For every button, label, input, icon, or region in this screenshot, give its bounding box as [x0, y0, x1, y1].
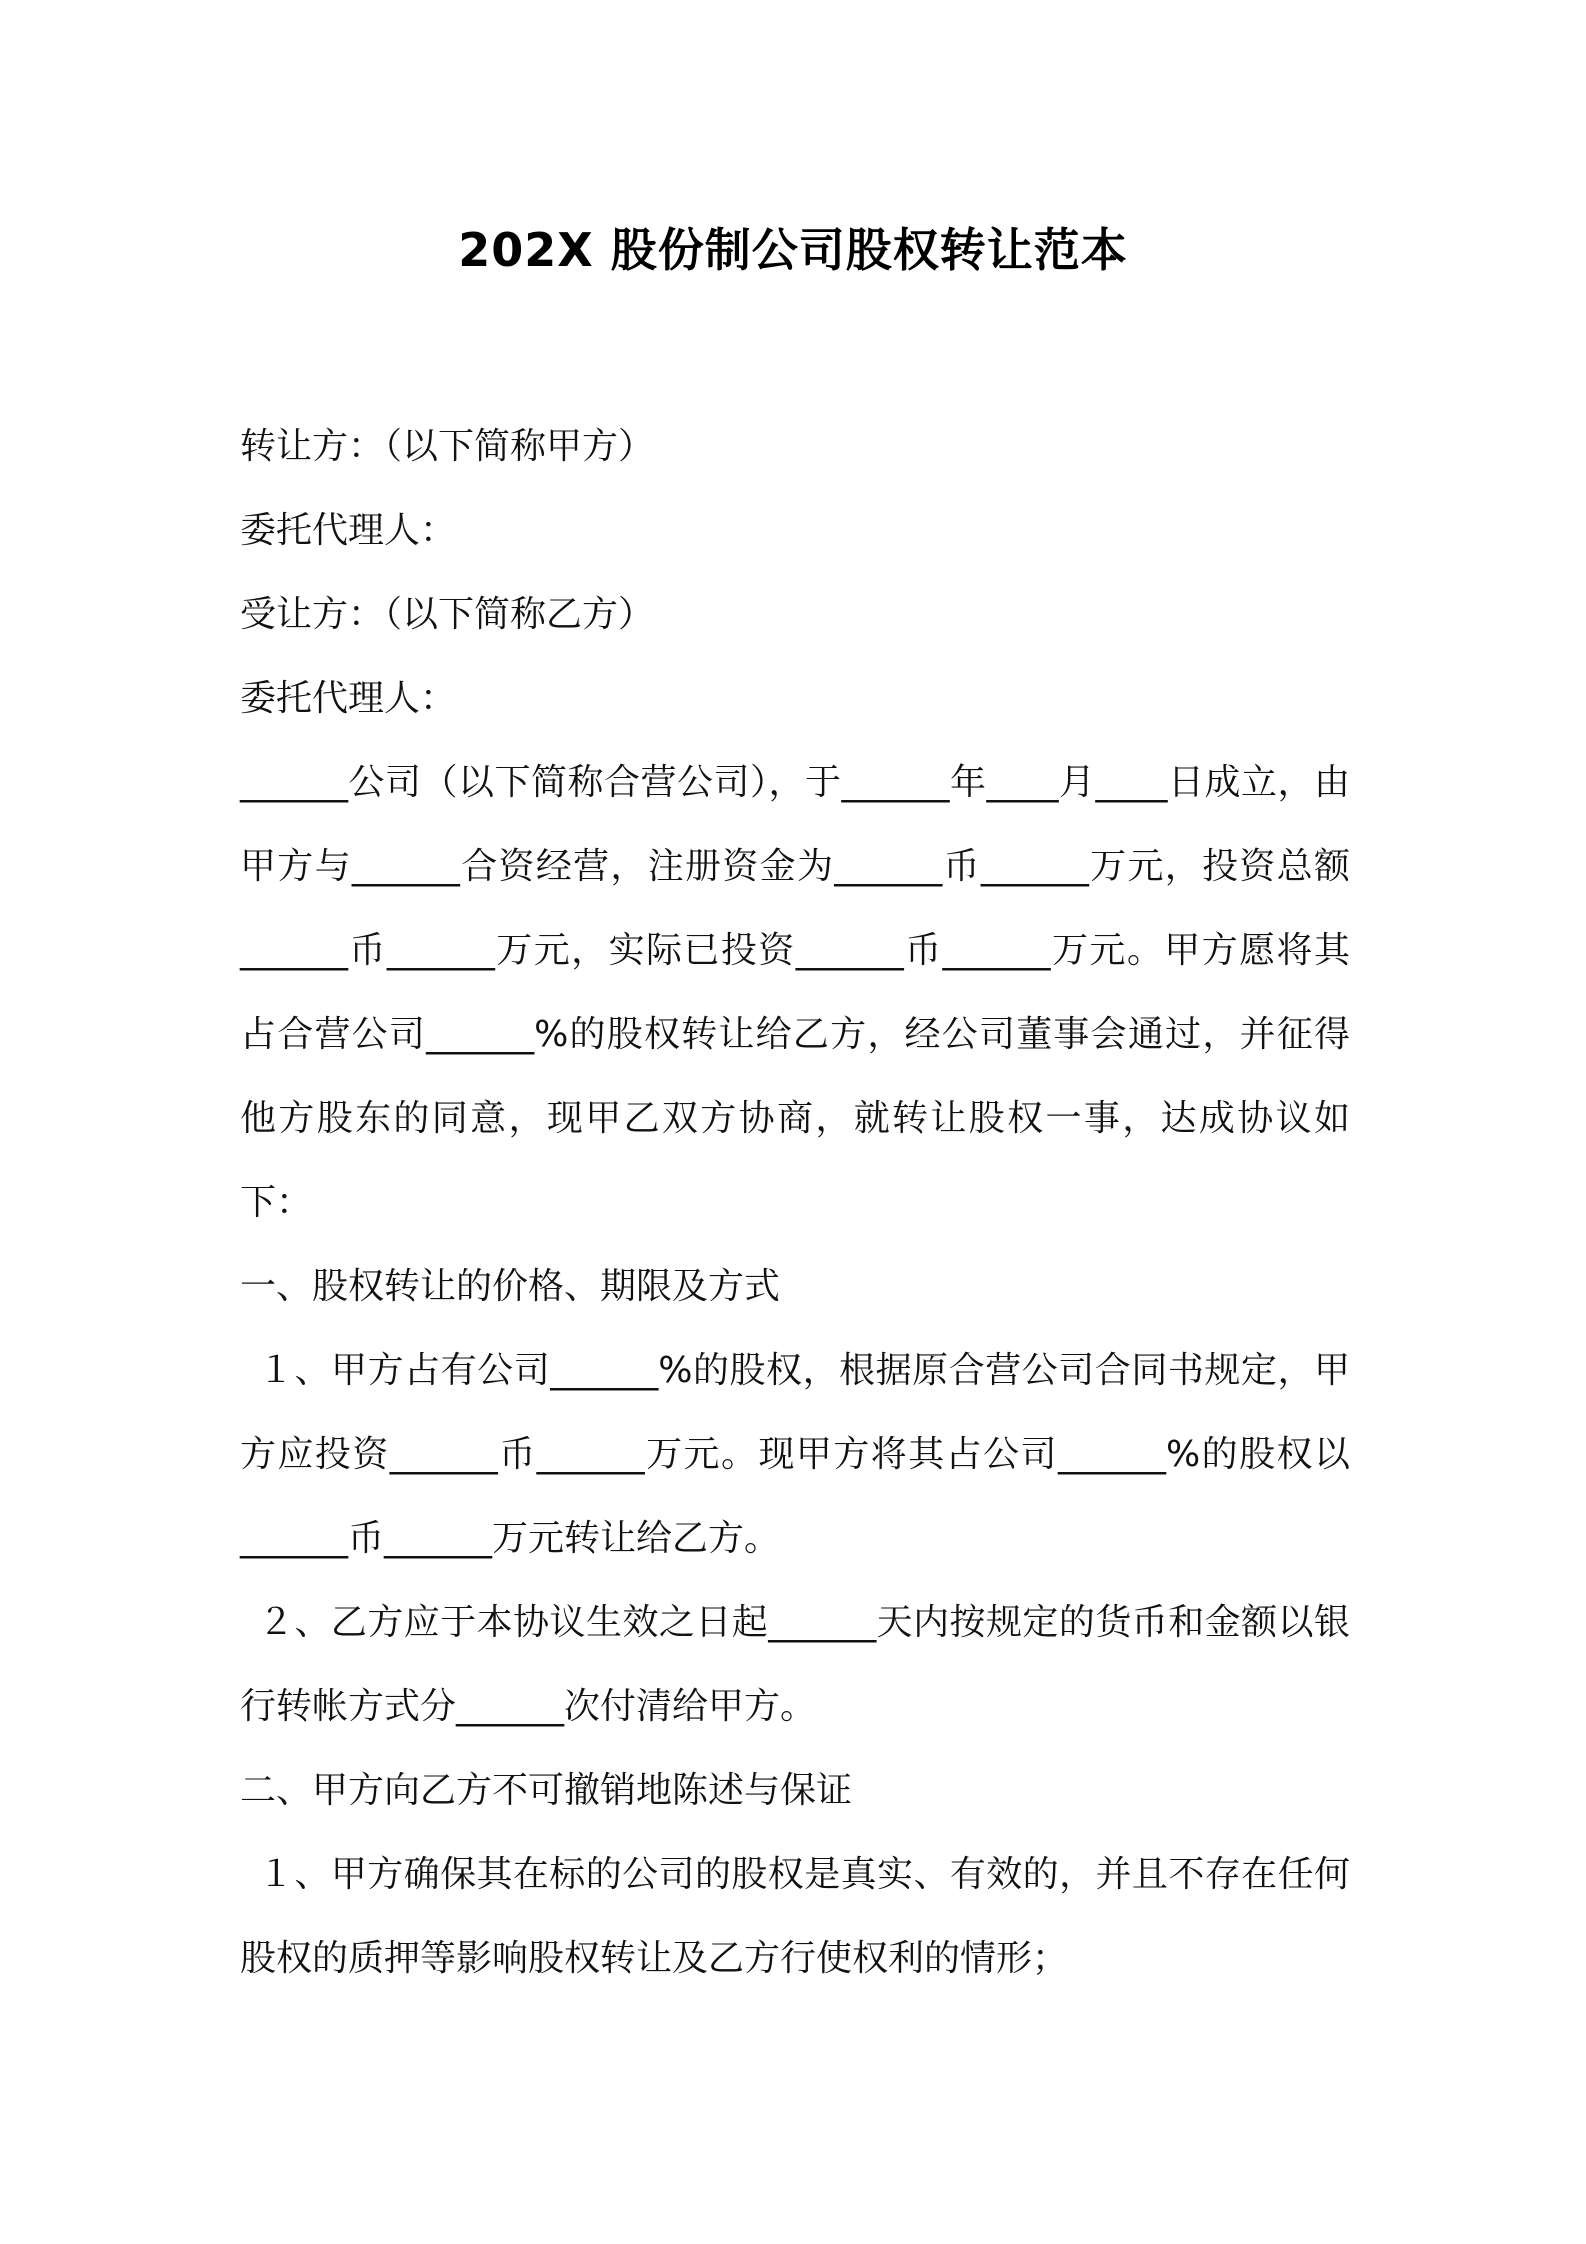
transferor-agent-line: 委托代理人： [240, 510, 457, 551]
transferor-line: 转让方：（以下简称甲方） [240, 426, 655, 467]
section-1-heading: 一、股权转让的价格、期限及方式 [240, 1266, 781, 1307]
section-2-item-1: １、甲方确保其在标的公司的股权是真实、有效的，并且不存在任何股权的质押等影响股权转让及乙方行使权利的情形； [240, 1854, 1350, 1979]
transferee-line: 受让方：（以下简称乙方） [240, 594, 655, 635]
intro-paragraph: ______公司（以下简称合营公司），于______年____月____日成立，由甲方与______合资经营，注册资金为______币______万元，投资总额______币______万元，实际已投资______币______万元。甲方愿将其占合营公司______%的股权转让给乙方，经公司董事会通过，并征得他方股东的同意，现甲乙双方协商，就转让股权一事，达成协议如下： [240, 762, 1350, 1223]
section-1-item-1: １、甲方占有公司______%的股权，根据原合营公司合同书规定，甲方应投资______币______万元。现甲方将其占公司______%的股权以______币______万元转让给乙方。 [240, 1350, 1350, 1559]
transferee-agent-line: 委托代理人： [240, 678, 457, 719]
section-1-item-2: ２、乙方应于本协议生效之日起______天内按规定的货币和金额以银行转帐方式分______次付清给甲方。 [240, 1602, 1350, 1727]
document-title: 202X 股份制公司股权转让范本 [458, 223, 1128, 277]
document-body [240, 405, 1350, 2001]
section-2-heading: 二、甲方向乙方不可撤销地陈述与保证 [240, 1770, 853, 1811]
